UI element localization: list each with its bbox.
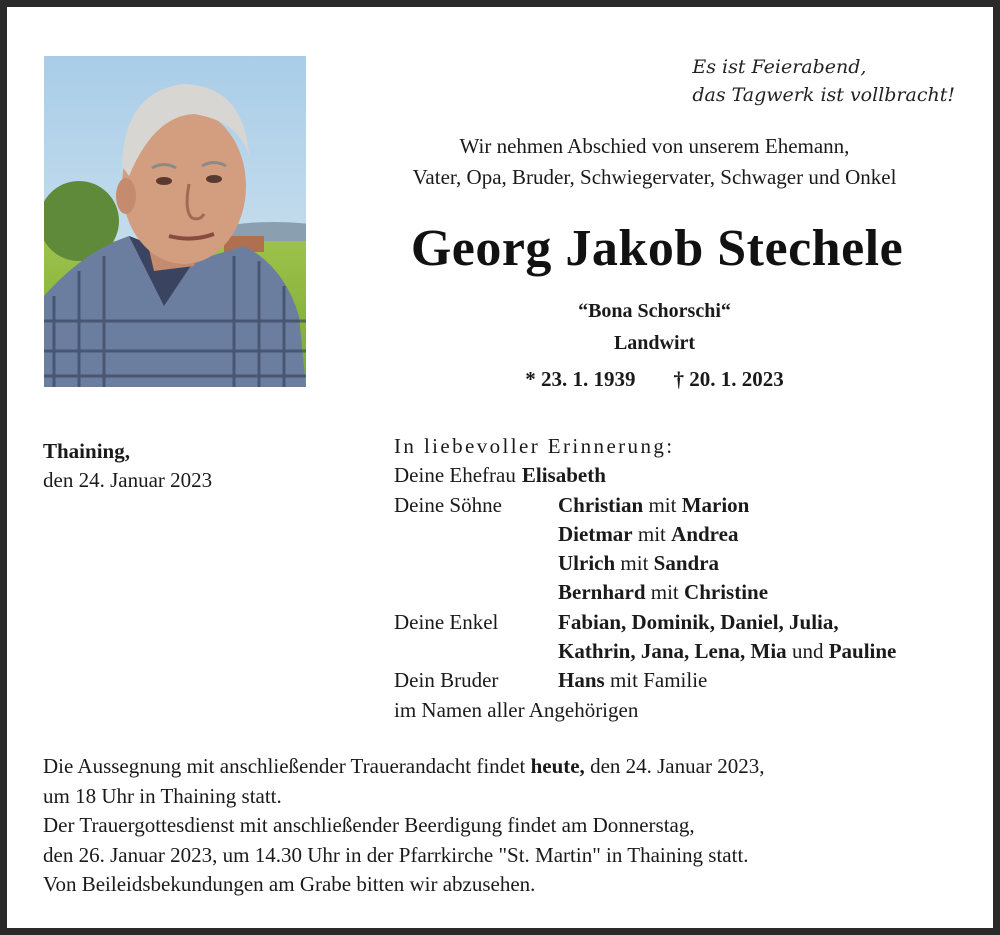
family-row-grandchildren <box>394 637 896 666</box>
life-dates <box>327 367 982 392</box>
family-row-son <box>394 520 896 549</box>
notice-p2-line1: Der Trauergottesdienst mit anschließender Beerdigung findet am Donnerstag, <box>43 813 695 837</box>
family-row-wife <box>394 461 896 490</box>
memory-heading: In liebevoller Erinnerung: <box>394 434 675 458</box>
family-row-son <box>394 549 896 578</box>
wife-role: Deine Ehefrau <box>394 463 516 488</box>
grandchildren-and: und <box>791 639 824 664</box>
grandchildren-line-1: Fabian, Dominik, Daniel, Julia, <box>558 609 839 634</box>
grandchildren-line-2a: Kathrin, Jana, Lena, Mia <box>558 639 787 664</box>
son-partner: Christine <box>684 580 769 605</box>
brother-suffix: mit Familie <box>609 668 708 693</box>
son-name: Ulrich <box>558 551 616 576</box>
service-notice <box>43 752 983 900</box>
son-name: Christian <box>558 492 644 517</box>
motto-line-1: Es ist Feierabend, <box>692 56 867 78</box>
motto-line-2: das Tagwerk ist vollbracht! <box>692 84 955 106</box>
son-name: Bernhard <box>558 580 646 605</box>
place-and-date <box>43 437 212 495</box>
portrait-photo <box>44 56 306 387</box>
notice-p1-end: den 24. Januar 2023, <box>590 754 765 778</box>
brother-name: Hans <box>558 668 605 693</box>
family-closing: im Namen aller Angehörigen <box>394 697 639 722</box>
notice-p1-line2: um 18 Uhr in Thaining statt. <box>43 783 282 808</box>
intro-line-1: Wir nehmen Abschied von unserem Ehemann, <box>459 134 850 158</box>
death-date: † 20. 1. 2023 <box>673 367 784 391</box>
wife-name: Elisabeth <box>521 463 606 488</box>
brother-role: Dein Bruder <box>394 668 499 693</box>
family-row-brother <box>394 666 896 695</box>
grandchildren-role: Deine Enkel <box>394 609 499 634</box>
place-date: den 24. Januar 2023 <box>43 468 213 492</box>
son-with: mit <box>650 580 679 605</box>
sons-role: Deine Söhne <box>394 492 502 517</box>
son-name: Dietmar <box>558 521 633 546</box>
deceased-name: Georg Jakob Stechele <box>410 220 904 277</box>
motto <box>692 53 955 109</box>
son-with: mit <box>620 551 649 576</box>
family-list <box>394 432 896 725</box>
family-row-grandchildren <box>394 608 896 637</box>
notice-p2-line2: den 26. Januar 2023, um 14.30 Uhr in der Pfarrkirche "St. Martin" in Thaining statt. <box>43 842 749 867</box>
notice-line <box>43 752 983 782</box>
deceased-profession: Landwirt <box>613 332 696 354</box>
family-row-son <box>394 578 896 607</box>
birth-date: * 23. 1. 1939 <box>525 367 636 391</box>
son-partner: Sandra <box>653 551 720 576</box>
notice-p1-start: Die Aussegnung mit anschließender Trauerandacht findet <box>43 754 526 778</box>
family-row-son <box>394 491 896 520</box>
place-city: Thaining, <box>43 439 130 463</box>
son-with: mit <box>648 492 677 517</box>
notice-p3: Von Beileidsbekundungen am Grabe bitten wir abzusehen. <box>43 872 536 896</box>
intro-text <box>327 131 982 193</box>
grandchildren-line-2b: Pauline <box>828 639 897 664</box>
son-partner: Andrea <box>671 521 739 546</box>
son-partner: Marion <box>681 492 750 517</box>
deceased-nickname: “Bona Schorschi“ <box>578 300 731 322</box>
intro-line-2: Vater, Opa, Bruder, Schwiegervater, Schwager und Onkel <box>412 165 897 189</box>
son-with: mit <box>637 521 666 546</box>
notice-p1-bold: heute, <box>530 754 585 778</box>
